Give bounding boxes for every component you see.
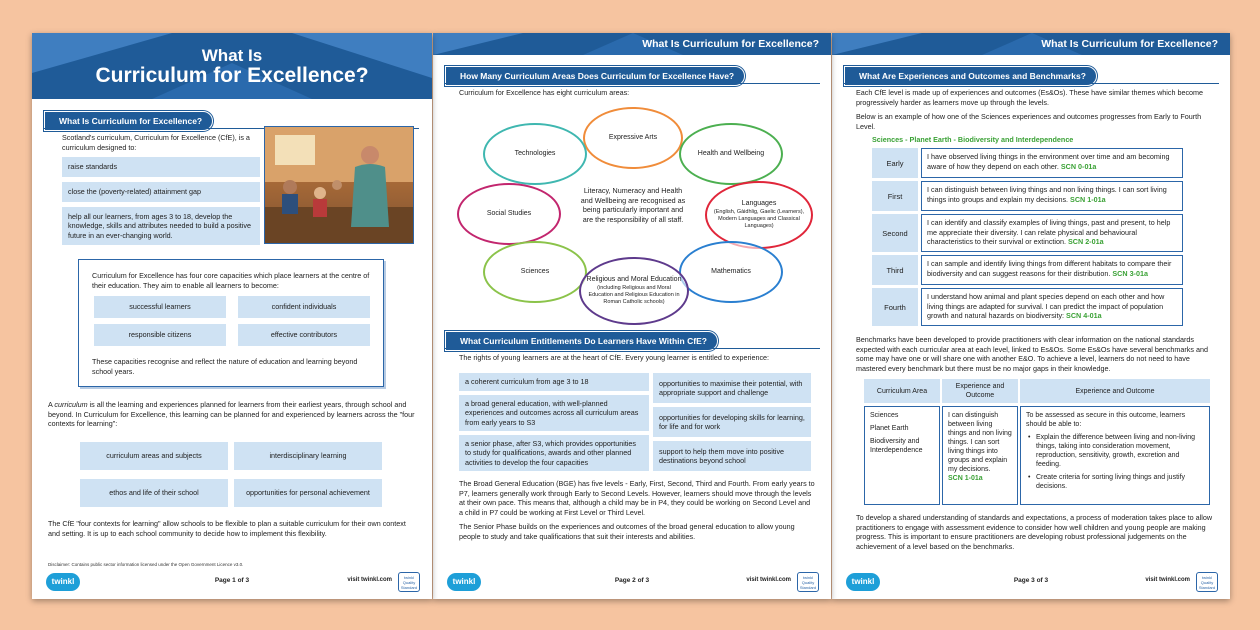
rme-title: Religious and Moral Education — [586, 276, 682, 284]
level-text — [921, 255, 1183, 285]
curriculum-paragraph — [48, 400, 416, 429]
level-name: Early — [872, 148, 918, 178]
visit-link[interactable]: visit twinkl.com — [347, 577, 392, 583]
eo-text: I can distinguish between living things and non living things. I can sort living things into groups and explain my decisions. — [948, 412, 1012, 473]
level-name: Third — [872, 255, 918, 285]
level-text — [921, 288, 1183, 326]
level-name: First — [872, 181, 918, 211]
level-desc: I can identify and classify examples of living things, past and present, to help me appreciate their diversity. I can relate physical and behavioural characteristics to their survival or extinction. — [927, 218, 1171, 246]
page-footer — [832, 569, 1230, 599]
level-row-third — [872, 255, 1185, 285]
level-row-fourth — [872, 288, 1185, 326]
aim-box-3: help all our learners, from ages 3 to 18, develop the knowledge, skills and attributes needed to build a positive future in an ever-changing world. — [62, 207, 260, 245]
header-title: What Is Curriculum for Excellence? — [642, 38, 819, 50]
section-heading-areas: How Many Curriculum Areas Does Curriculum for Excellence Have? — [445, 66, 745, 86]
level-desc: I understand how animal and plant species depend on each other and how living things are adapted for survival. I can predict the impact of population growth and natural hazards on biodiversity: — [927, 292, 1165, 320]
languages-title: Languages — [741, 200, 777, 208]
centre-text: Literacy, Numeracy and Health and Wellbeing are recognised as being particularly important and are the responsibility of all staff. — [580, 186, 686, 224]
page-number: Page 1 of 3 — [214, 577, 250, 584]
benchmark-table — [864, 379, 1210, 505]
areas-intro: Curriculum for Excellence has eight curriculum areas: — [459, 88, 630, 97]
header-curriculum-area: Curriculum Area — [864, 379, 940, 403]
entitlements-intro: The rights of young learners are at the heart of CfE. Every young learner is entitled to experience: — [459, 353, 770, 362]
area-line-3: Biodiversity and Interdependence — [870, 438, 923, 454]
entitlement-left-1: a coherent curriculum from age 3 to 18 — [459, 373, 649, 391]
entitlement-right-2: opportunities for developing skills for learning, for life and for work — [653, 407, 811, 437]
level-row-first — [872, 181, 1185, 211]
closing-paragraph: To develop a shared understanding of standards and expectations, a process of moderation takes place to allow practitioners to engage with assessment evidence to consider how well children and young people are making progress. This is important to ensure practitioners are developing robust professional judgements on the achievement of a level based on the benchmarks. — [856, 513, 1213, 551]
level-desc: I can distinguish between living things and non living things. I can sort living things into groups and explain my decisions. — [927, 185, 1167, 204]
area-mathematics: Mathematics — [679, 241, 783, 303]
curriculum-para-a: A — [48, 400, 55, 409]
title-line-2: Curriculum for Excellence? — [95, 64, 369, 87]
area-technologies: Technologies — [483, 123, 587, 185]
bench-intro: To be assessed as secure in this outcome, learners should be able to: — [1026, 412, 1186, 428]
area-health-wellbeing: Health and Wellbeing — [679, 123, 783, 185]
credit-line: Disclaimer: Contains public sector information licensed under the Open Government Licence v3.0. — [48, 562, 244, 567]
page-footer — [433, 569, 831, 599]
capacity-1: successful learners — [94, 296, 226, 318]
capacity-2: confident individuals — [238, 296, 370, 318]
entitlement-left-3: a senior phase, after S3, which provides opportunities to study for qualifications, awards and other planned activities to develop the four capacities — [459, 435, 649, 471]
title-banner — [32, 33, 432, 99]
area-line-2: Planet Earth — [870, 425, 909, 432]
level-code: SCN 0-01a — [1060, 161, 1097, 171]
level-code: SCN 3-01a — [1112, 268, 1148, 278]
cell-eo — [942, 406, 1018, 505]
quality-badge: twinkl Quality Standard — [1196, 572, 1218, 592]
section-heading: What Are Experiences and Outcomes and Benchmarks? — [844, 66, 1097, 86]
entitlement-right-3: support to help them move into positive destinations beyond school — [653, 441, 811, 471]
area-rme — [579, 257, 689, 325]
page-title — [32, 46, 432, 86]
intro-text: Scotland's curriculum, Curriculum for Excellence (CfE), is a curriculum designed to: — [62, 133, 250, 152]
page-footer — [32, 569, 432, 599]
bge-paragraph: The Broad General Education (BGE) has five levels - Early, First, Second, Third and Fourth. From early years to P7, learners generally work through Early to Second Levels. However, learners should move through the levels at their own pace. This means that, although a child may be in P4, they could be working on Second Level and a child in P7 could be working at First Level or Third Level. — [459, 479, 815, 517]
bench-text-2: Create criteria for sorting living things and justify decisions. — [1036, 474, 1186, 490]
area-line-1: Sciences — [870, 412, 899, 419]
eo-code: SCN 1-01a — [948, 475, 983, 482]
bench-item-1: • Explain the difference between living and non-living things, taking into consideration movement, reproduction, sensitivity, growth, excretion and feeding. — [1028, 434, 1196, 468]
level-text — [921, 214, 1183, 252]
level-desc: I can sample and identify living things from different habitats to compare their biodiversity and can suggest reasons for their distribution. — [927, 259, 1172, 278]
para-2: Below is an example of how one of the Sciences experiences and outcomes progresses from Early to Fourth Level. — [856, 112, 1202, 131]
page-1 — [32, 33, 432, 599]
level-code: SCN 1-01a — [1070, 194, 1106, 204]
closing-paragraph: The CfE "four contexts for learning" allow schools to be flexible to plan a suitable curriculum for their own context and setting. It is up to each school community to decide how to implement this flexibility. — [48, 519, 406, 538]
entitlement-left-2: a broad general education, with well-planned experiences and outcomes across all curriculum areas from early years to S3 — [459, 395, 649, 431]
level-text — [921, 181, 1183, 211]
twinkl-logo[interactable]: twinkl — [46, 573, 80, 591]
header-eo: Experience and Outcome — [942, 379, 1018, 403]
level-code: SCN 2-01a — [1068, 237, 1104, 246]
header-benchmark: Experience and Outcome — [1020, 379, 1210, 403]
teacher-image — [265, 127, 414, 244]
title-line-1: What Is — [201, 46, 263, 65]
cell-area — [864, 406, 940, 505]
level-desc: I have observed living things in the environment over time and am becoming aware of how they depend on each other. — [927, 152, 1170, 171]
context-3: ethos and life of their school — [80, 479, 228, 507]
area-languages — [705, 181, 813, 249]
section-heading-entitlements: What Curriculum Entitlements Do Learners Have Within CfE? — [445, 331, 718, 351]
bench-text-1: Explain the difference between living and non-living things, taking into consideration movement, reproduction, sensitivity, growth, excretion and feeding. — [1036, 434, 1196, 468]
senior-paragraph: The Senior Phase builds on the experiences and outcomes of the broad general education to allow young people to study and take qualifications that suit their interests and abilities. — [459, 522, 795, 541]
languages-sub: (English, Gàidhlig, Gaelic (Learners), Modern Languages and Classical Languages) — [713, 208, 805, 229]
example-title: Sciences - Planet Earth - Biodiversity and Interdependence — [872, 135, 1074, 144]
context-1: curriculum areas and subjects — [80, 442, 228, 470]
aim-box-1: raise standards — [62, 157, 260, 177]
level-name: Second — [872, 214, 918, 252]
area-expressive-arts: Expressive Arts — [583, 107, 683, 169]
visit-link[interactable]: visit twinkl.com — [746, 577, 791, 583]
level-text — [921, 148, 1183, 178]
area-sciences: Sciences — [483, 241, 587, 303]
capacities-intro: Curriculum for Excellence has four core capacities which place learners at the centre of their education. They aim to enable all learners to become: — [92, 271, 370, 290]
level-name: Fourth — [872, 288, 918, 326]
quality-badge: twinkl Quality Standard — [797, 572, 819, 592]
cell-benchmark — [1020, 406, 1210, 505]
context-2: interdisciplinary learning — [234, 442, 382, 470]
classroom-photo — [264, 126, 414, 244]
page-3 — [832, 33, 1230, 599]
capacities-outro: These capacities recognise and reflect the nature of education and learning beyond school years. — [92, 357, 358, 376]
page-number: Page 2 of 3 — [614, 577, 650, 584]
level-row-second — [872, 214, 1185, 252]
twinkl-logo[interactable]: twinkl — [846, 573, 880, 591]
header-banner — [832, 33, 1230, 55]
header-title: What Is Curriculum for Excellence? — [1041, 38, 1218, 50]
divider — [445, 348, 820, 349]
context-4: opportunities for personal achievement — [234, 479, 382, 507]
quality-badge: twinkl Quality Standard — [398, 572, 420, 592]
para-1: Each CfE level is made up of experiences and outcomes (Es&Os). These have similar themes which become progressively harder as learners move up through the levels. — [856, 88, 1204, 107]
header-banner — [433, 33, 831, 55]
page-2 — [433, 33, 831, 599]
aim-box-2: close the (poverty-related) attainment gap — [62, 182, 260, 202]
benchmarks-paragraph: Benchmarks have been developed to provide practitioners with clear information on the national standards expected with each curricular area at each level, linked to Es&Os. Some Es&Os have several benchmarks and some may have one or will share one with another E&O. To achieve a level, learners do not need to have mastered every benchmark but there must be no major gaps in their knowledge. — [856, 335, 1208, 373]
curriculum-para-em: curriculum — [54, 400, 88, 409]
entitlement-right-1: opportunities to maximise their potential, with appropriate support and challenge — [653, 373, 811, 403]
capacity-3: responsible citizens — [94, 324, 226, 346]
curriculum-para-b: is all the learning and experiences planned for learners from their earliest years, through school and beyond. In Curriculum for Excellence, this learning can be planned for and experienced by learners across the "four contexts for learning": — [48, 400, 415, 428]
rme-sub: (including Religious and Moral Education and Religious Education in Roman Catholic schools) — [588, 284, 680, 305]
divider — [445, 83, 820, 84]
page-number: Page 3 of 3 — [1013, 577, 1049, 584]
twinkl-logo[interactable]: twinkl — [447, 573, 481, 591]
section-heading: What Is Curriculum for Excellence? — [44, 111, 213, 131]
bench-item-2: • Create criteria for sorting living things and justify decisions. — [1028, 474, 1186, 490]
divider — [844, 83, 1219, 84]
area-social-studies: Social Studies — [457, 183, 561, 245]
level-code: SCN 4-01a — [1066, 311, 1102, 320]
visit-link[interactable]: visit twinkl.com — [1145, 577, 1190, 583]
level-row-early — [872, 148, 1185, 178]
capacity-4: effective contributors — [238, 324, 370, 346]
